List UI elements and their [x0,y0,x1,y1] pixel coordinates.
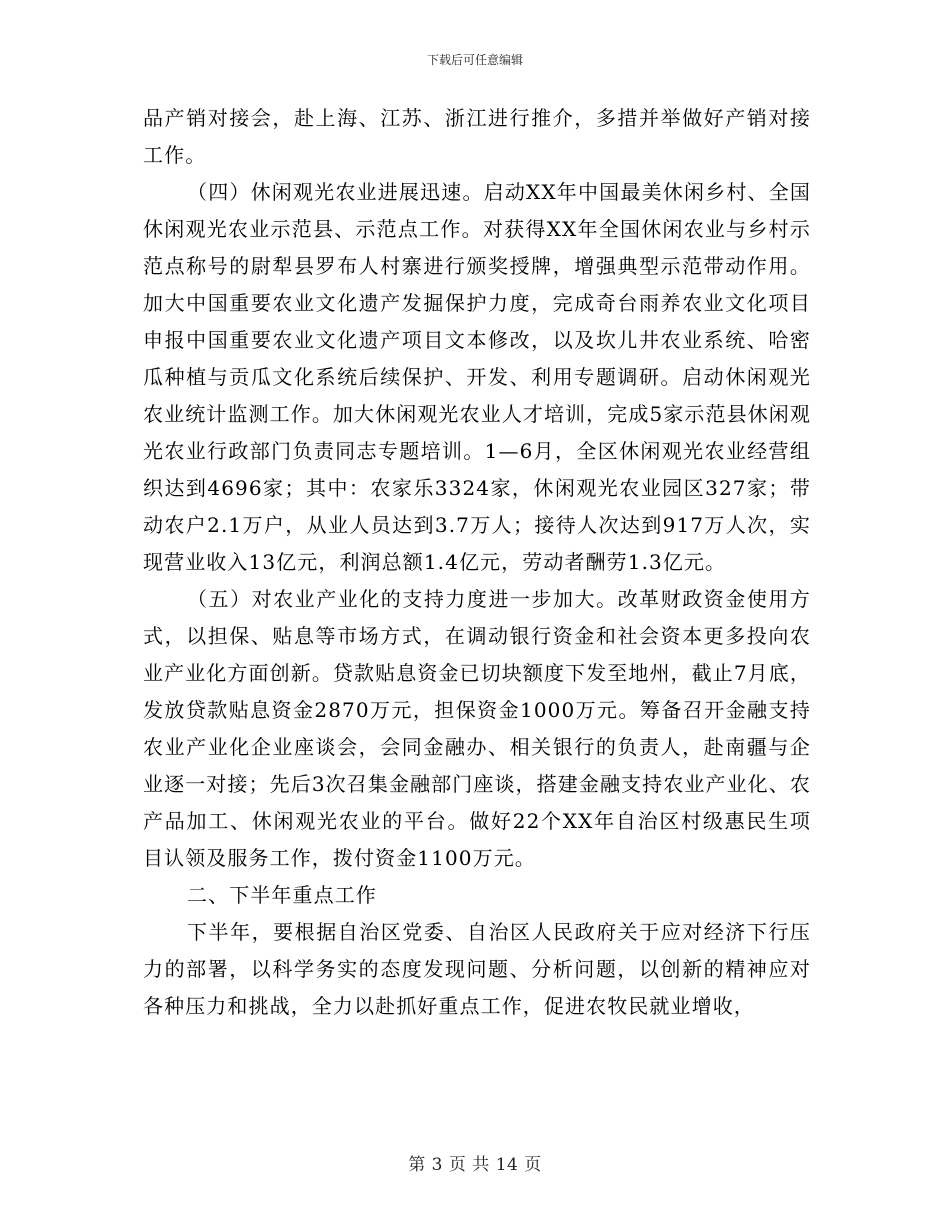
paragraph-second-half: 下半年，要根据自治区党委、自治区人民政府关于应对经济下行压力的部署，以科学务实的态度发现问题、分析问题，以创新的精神应对各种压力和挑战，全力以赴抓好重点工作，促进农牧民就业增收， [143,920,811,1018]
header-note: 下载后可任意编辑 [426,53,523,67]
paragraph-section-five: （五）对农业产业化的支持力度进一步加大。改革财政资金使用方式，以担保、贴息等市场方式，在调动银行资金和社会资本更多投向农业产业化方面创新。贷款贴息资金已切块额度下发至地州，截止7月底，发放贷款贴息资金2870万元，担保资金1000万元。筹备召开金融支持农业产业化企业座谈会，会同金融办、相关银行的负责人，赴南疆与企业逐一对接；先后3次召集金融部门座谈，搭建金融支持农业产业化、农产品加工、休闲观光农业的平台。做好22个XX年自治区村级惠民生项目认领及服务工作，拨付资金1100万元。 [143,587,811,870]
paragraph-section-four: （四）休闲观光农业进展迅速。启动XX年中国最美休闲乡村、全国休闲观光农业示范县、示范点工作。对获得XX年全国休闲农业与乡村示范点称号的尉犁县罗布人村寨进行颁奖授牌，增强典型示范带动作用。加大中国重要农业文化遗产发掘保护力度，完成奇台雨养农业文化项目申报中国重要农业文化遗产项目文本修改，以及坎儿井农业系统、哈密瓜种植与贡瓜文化系统后续保护、开发、利用专题调研。启动休闲观光农业统计监测工作。加大休闲观光农业人才培训，完成5家示范县休闲观光农业行政部门负责同志专题培训。1—6月，全区休闲观光农业经营组织达到4696家；其中：农家乐3324家，休闲观光农业园区327家；带动农户2.1万户，从业人员达到3.7万人；接待人次达到917万人次，实现营业收入13亿元，利润总额1.4亿元，劳动者酬劳1.3亿元。 [143,180,811,574]
page-number: 第 3 页 共 14 页 [408,1155,542,1175]
document-body [143,100,811,1025]
paragraph-continuation: 品产销对接会，赴上海、江苏、浙江进行推介，多措并举做好产销对接工作。 [143,106,811,167]
section-heading: 二、下半年重点工作 [187,883,377,907]
